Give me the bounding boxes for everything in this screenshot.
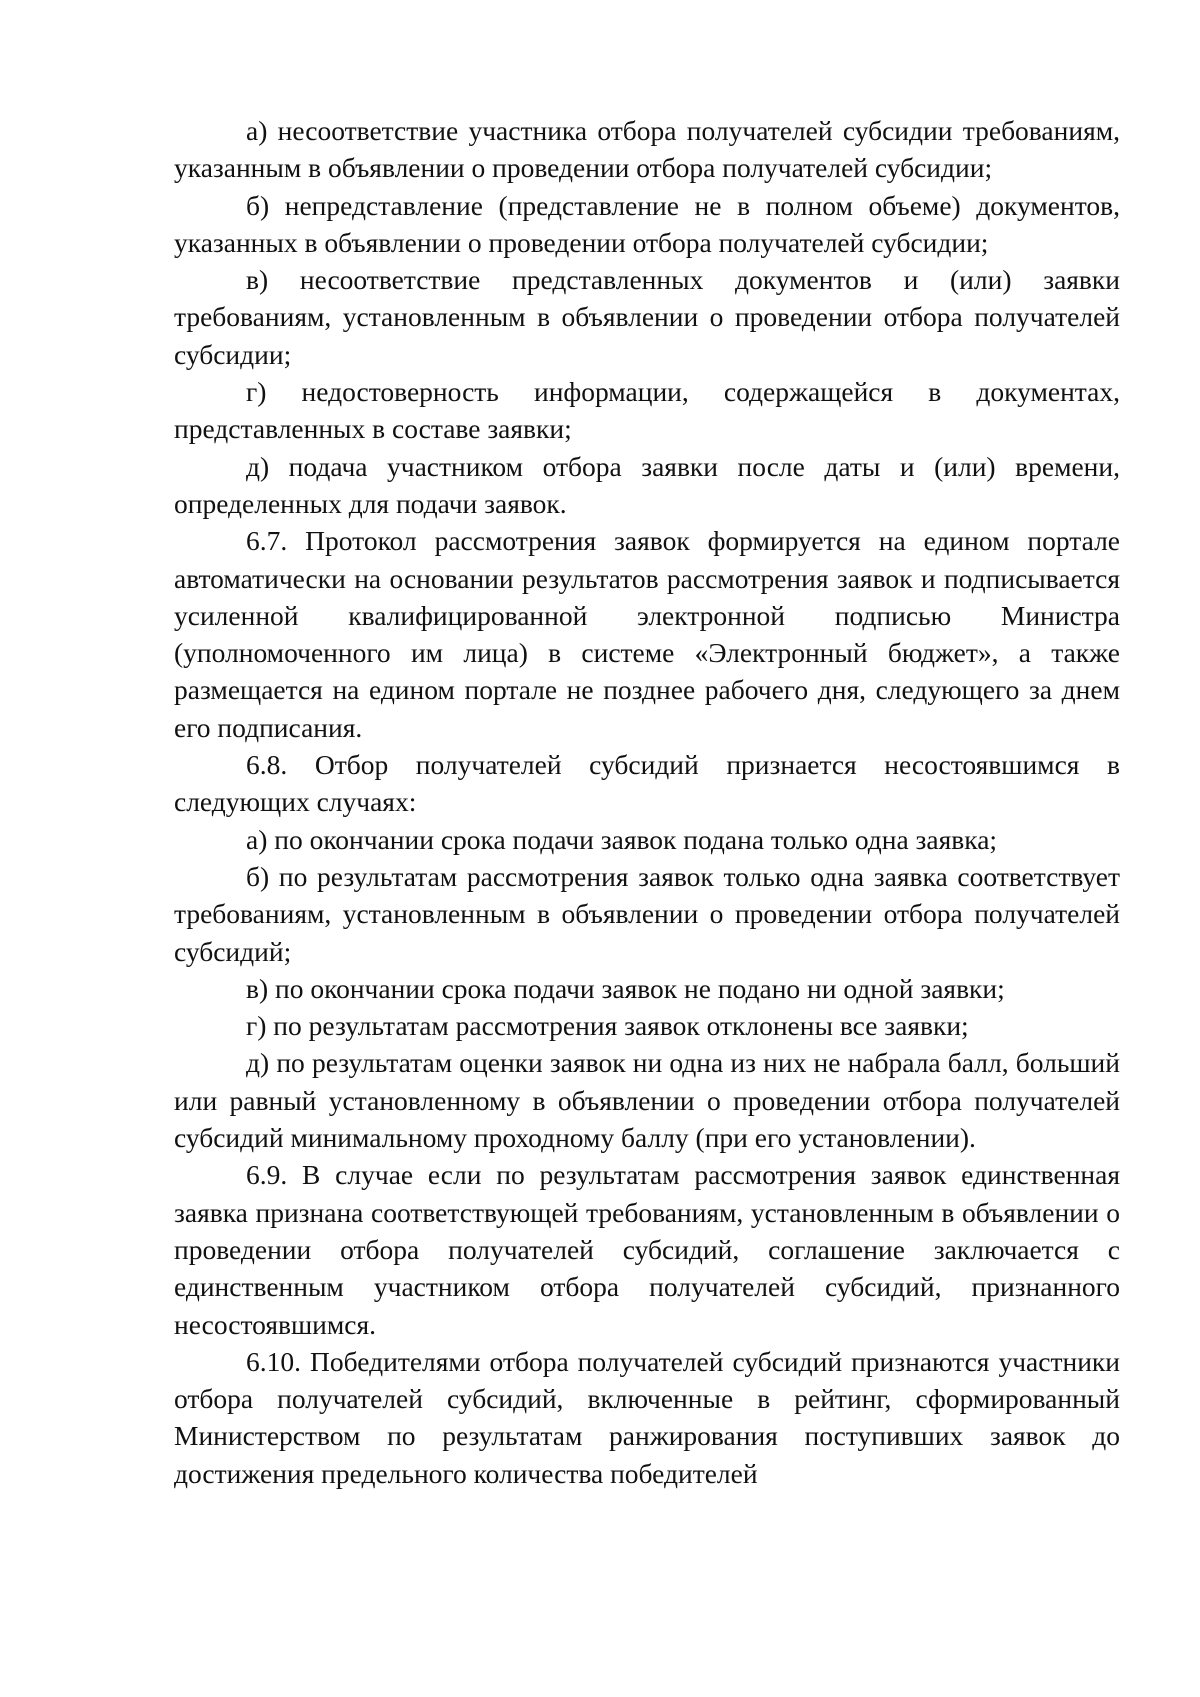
paragraph-6-8-b: б) по результатам рассмотрения заявок только одна заявка соответствует требованиям, установленным в объявлении о проведении отбора получателей субсидий;: [174, 860, 1120, 967]
paragraph-6-8-d: д) по результатам оценки заявок ни одна из них не набрала балл, больший или равный установленному в объявлении о проведении отбора получателей субсидий минимальному проходному баллу (при его установлении).: [174, 1047, 1120, 1154]
paragraph-6-6-a: а) несоответствие участника отбора получателей субсидии требованиям, указанным в объявлении о проведении отбора получателей субсидии;: [174, 115, 1120, 184]
paragraph-6-8-a: а) по окончании срока подачи заявок подана только одна заявка;: [246, 823, 998, 855]
document-page: [174, 112, 1120, 1492]
paragraph-6-9: 6.9. В случае если по результатам рассмотрения заявок единственная заявка признана соответствующей требованиям, установленным в объявлении о проведении отбора получателей субсидий, соглашение заключается с единственным участником отбора получателей субсидий, признанного несостоявшимся.: [174, 1159, 1120, 1340]
paragraph-6-8-g: г) по результатам рассмотрения заявок отклонены все заявки;: [246, 1010, 969, 1042]
paragraph-6-10: 6.10. Победителями отбора получателей субсидий признаются участники отбора получателей субсидий, включенные в рейтинг, сформированный Министерством по результатам ранжирования поступивших заявок до достижения предельного количества победителей: [174, 1345, 1120, 1489]
paragraph-6-7: 6.7. Протокол рассмотрения заявок формируется на едином портале автоматически на основании результатов рассмотрения заявок и подписывается усиленной квалифицированной электронной подписью Министра (уполномоченного им лица) в системе «Электронный бюджет», а также размещается на едином портале не позднее рабочего дня, следующего за днем его подписания.: [174, 525, 1120, 743]
paragraph-6-8: 6.8. Отбор получателей субсидий признается несостоявшимся в следующих случаях:: [174, 749, 1120, 818]
paragraph-6-6-b: б) непредставление (представление не в полном объеме) документов, указанных в объявлении о проведении отбора получателей субсидии;: [174, 189, 1120, 258]
paragraph-6-8-v: в) по окончании срока подачи заявок не подано ни одной заявки;: [246, 972, 1005, 1004]
paragraph-6-6-g: г) недостоверность информации, содержащейся в документах, представленных в составе заявки;: [174, 376, 1120, 445]
paragraph-6-6-v: в) несоответствие представленных документов и (или) заявки требованиям, установленным в объявлении о проведении отбора получателей субсидии;: [174, 264, 1120, 370]
paragraph-6-6-d: д) подача участником отбора заявки после даты и (или) времени, определенных для подачи заявок.: [174, 450, 1120, 519]
